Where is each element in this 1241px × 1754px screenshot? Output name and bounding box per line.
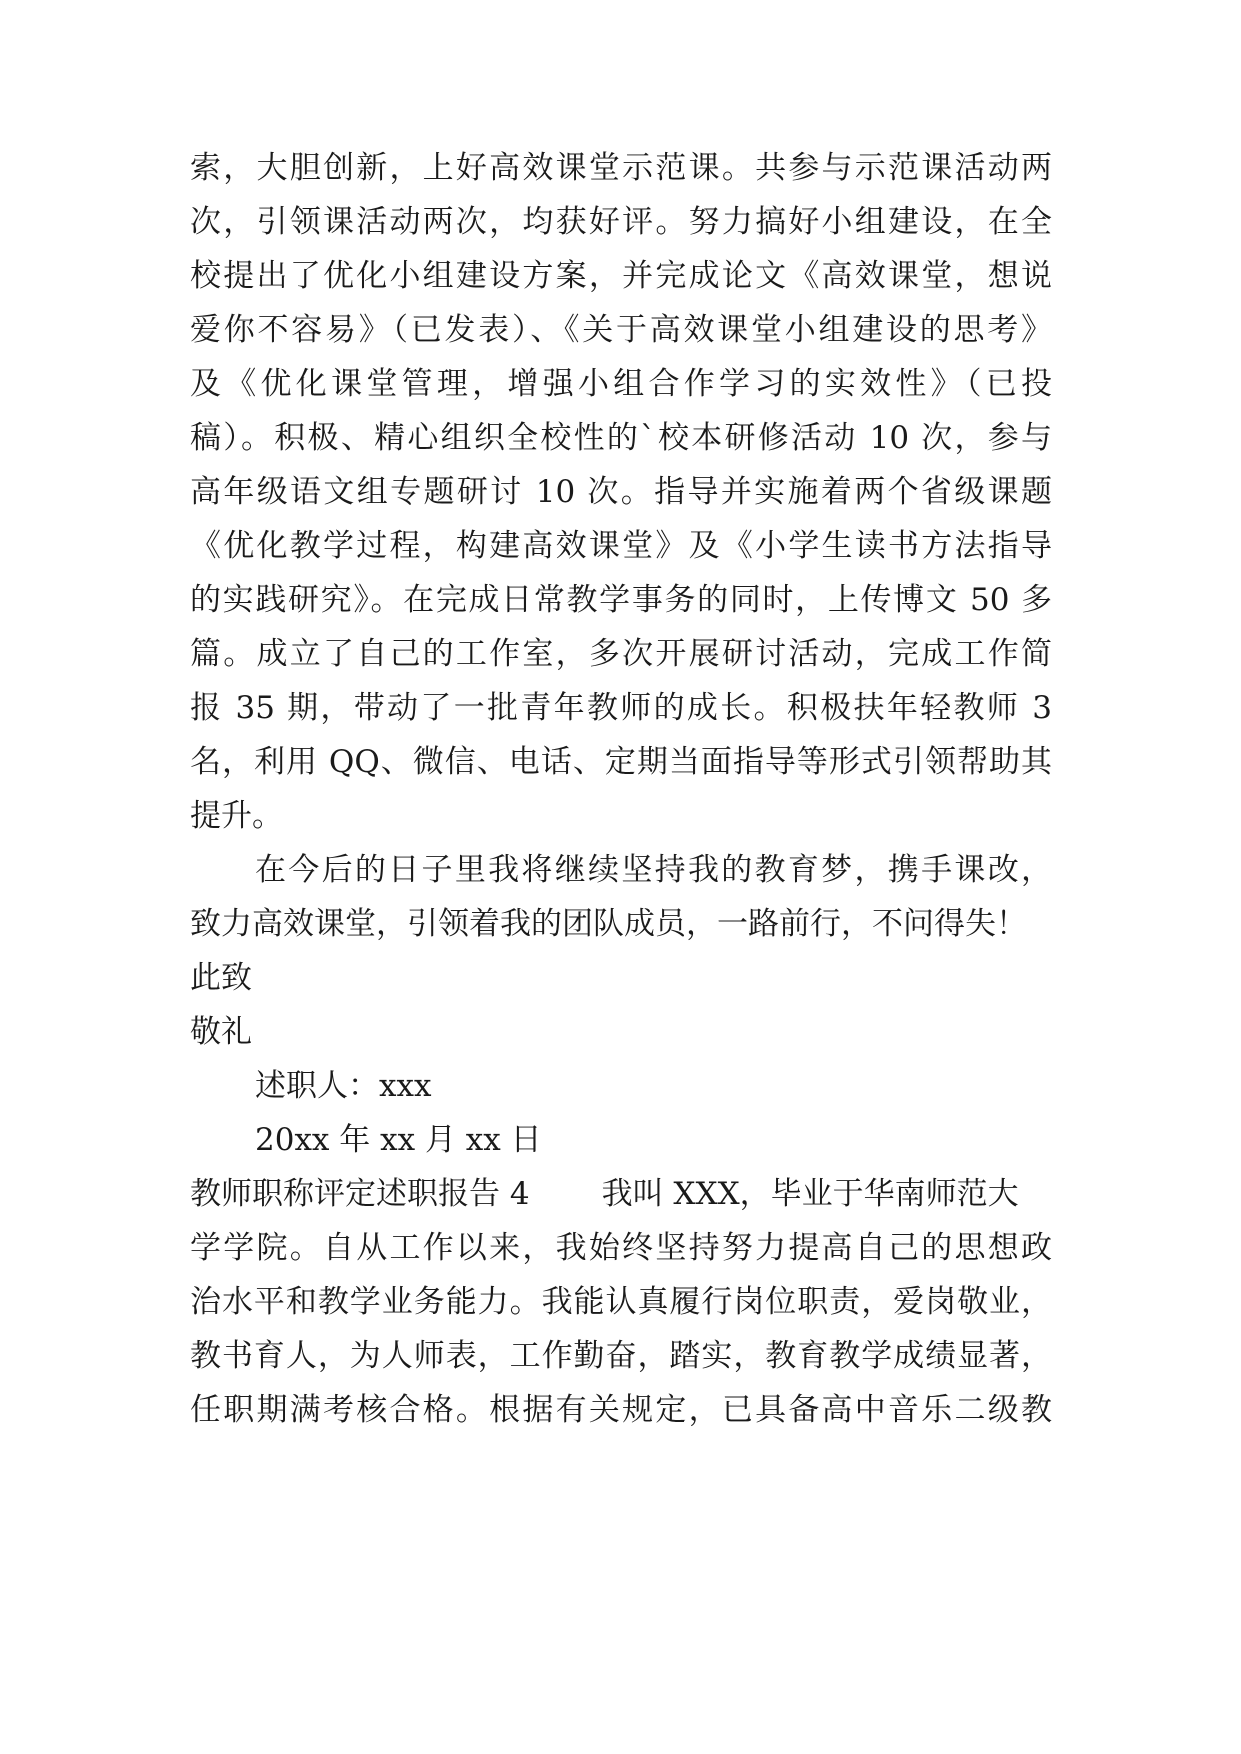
paragraph-line: 提升。 bbox=[190, 798, 283, 834]
paragraph-line: 次，引领课活动两次，均获好评。努力搞好小组建设，在全 bbox=[190, 204, 1052, 240]
paragraph-line: 报 35 期，带动了一批青年教师的成长。积极扶年轻教师 3 bbox=[190, 690, 1052, 726]
paragraph-line: 高年级语文组专题研讨 10 次。指导并实施着两个省级课题 bbox=[190, 474, 1052, 510]
date-line: 20xx 年 xx 月 xx 日 bbox=[255, 1122, 542, 1158]
paragraph-line: 名，利用 QQ、微信、电话、定期当面指导等形式引领帮助其 bbox=[190, 744, 1052, 780]
closing-salutation: 此致 bbox=[190, 960, 252, 996]
closing-regards: 敬礼 bbox=[190, 1014, 252, 1050]
next-report-first-line: 我叫 XXX，毕业于华南师范大 bbox=[601, 1176, 1019, 1212]
paragraph-line: 治水平和教学业务能力。我能认真履行岗位职责，爱岗敬业， bbox=[190, 1284, 1052, 1320]
next-report-heading-line bbox=[190, 1172, 1019, 1216]
paragraph-line: 校提出了优化小组建设方案，并完成论文《高效课堂，想说 bbox=[190, 258, 1052, 294]
paragraph-line: 稿）。积极、精心组织全校性的`校本研修活动 10 次，参与 bbox=[190, 420, 1052, 456]
paragraph-line: 爱你不容易》（已发表）、《关于高效课堂小组建设的思考》 bbox=[190, 312, 1052, 348]
paragraph-line: 致力高效课堂，引领着我的团队成员，一路前行，不问得失！ bbox=[190, 906, 1027, 942]
paragraph-line: 及《优化课堂管理，增强小组合作学习的实效性》（已投 bbox=[190, 366, 1052, 402]
paragraph-line: 学学院。自从工作以来，我始终坚持努力提高自己的思想政 bbox=[190, 1230, 1052, 1266]
paragraph-line: 的实践研究》。在完成日常教学事务的同时，上传博文 50 多 bbox=[190, 582, 1052, 618]
paragraph-line: 在今后的日子里我将继续坚持我的教育梦，携手课改， bbox=[255, 852, 1052, 888]
paragraph-line: 《优化教学过程，构建高效课堂》及《小学生读书方法指导 bbox=[190, 528, 1052, 564]
paragraph-line: 索，大胆创新，上好高效课堂示范课。共参与示范课活动两 bbox=[190, 150, 1052, 186]
paragraph-line: 任职期满考核合格。根据有关规定，已具备高中音乐二级教 bbox=[190, 1392, 1052, 1428]
paragraph-line: 教书育人，为人师表，工作勤奋，踏实，教育教学成绩显著， bbox=[190, 1338, 1052, 1374]
paragraph-line: 篇。成立了自己的工作室，多次开展研讨活动，完成工作简 bbox=[190, 636, 1052, 672]
signer-line: 述职人：xxx bbox=[255, 1068, 432, 1104]
next-report-title: 教师职称评定述职报告 4 bbox=[190, 1176, 530, 1212]
